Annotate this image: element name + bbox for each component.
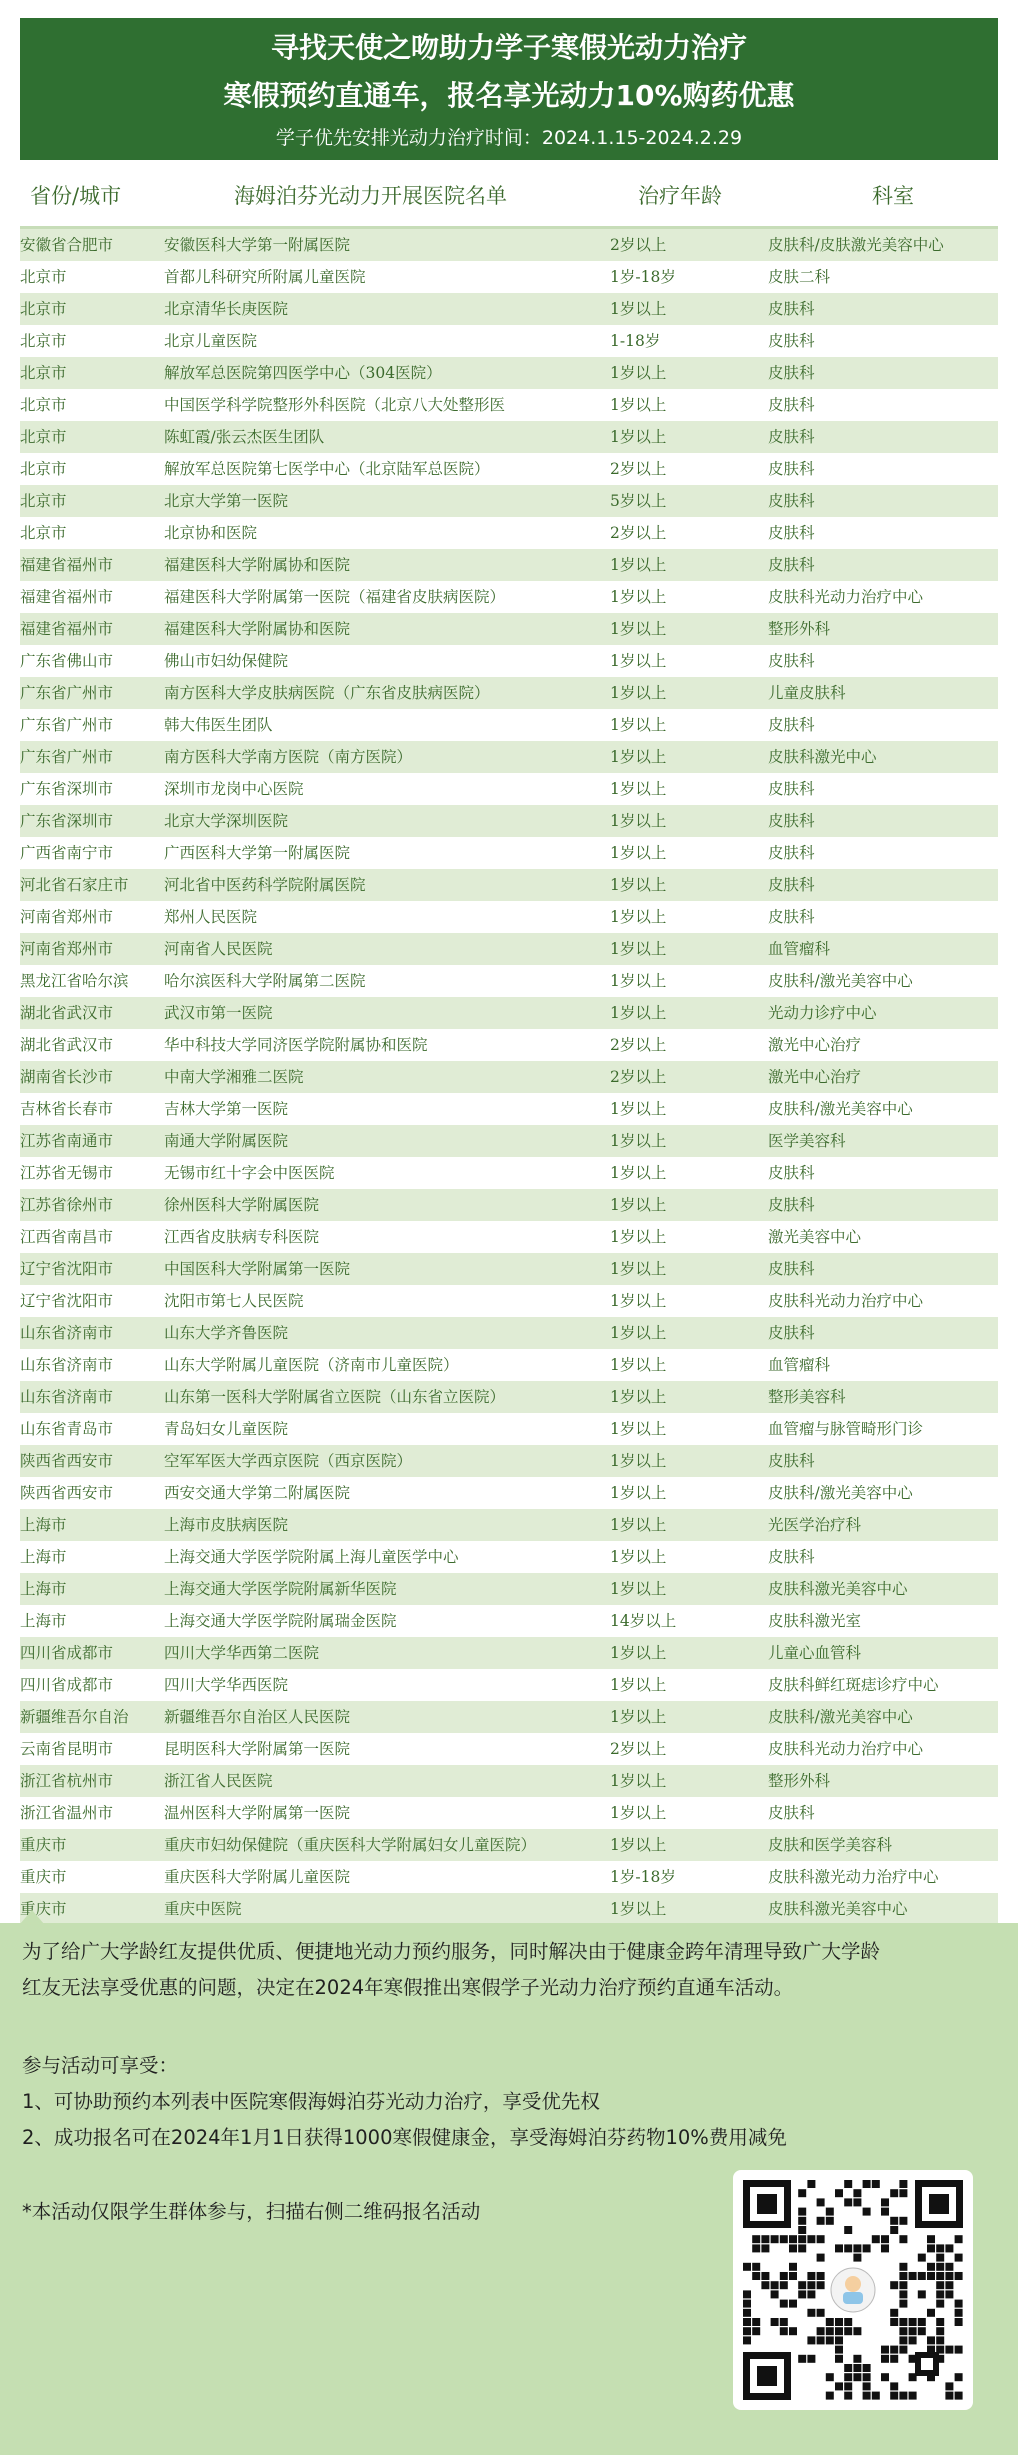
cell-hospital: 华中科技大学同济医学院附属协和医院 [164,1036,428,1054]
table-row [20,869,998,901]
cell-department: 皮肤科激光动力治疗中心 [768,1868,939,1886]
cell-department: 整形外科 [768,1772,831,1790]
cell-hospital: 南方医科大学南方医院（南方医院） [164,748,413,766]
table-row [20,421,998,453]
cell-age: 1岁以上 [610,1548,667,1566]
cell-province: 浙江省温州市 [20,1804,114,1822]
cell-province: 江苏省徐州市 [20,1196,114,1214]
title-line-1: 寻找天使之吻助力学子寒假光动力治疗 [270,31,747,64]
cell-province: 北京市 [20,396,67,414]
cell-department: 皮肤科 [768,1324,815,1342]
table-row [20,1541,998,1573]
title-line-2: 寒假预约直通车，报名享光动力10%购药优惠 [223,79,795,112]
table-row [20,1765,998,1797]
table-row [20,1349,998,1381]
table-row [20,1509,998,1541]
cell-hospital: 上海市皮肤病医院 [164,1516,289,1534]
cell-province: 福建省福州市 [20,620,114,638]
cell-department: 皮肤科 [768,396,815,414]
cell-department: 皮肤科 [768,1548,815,1566]
cell-hospital: 山东大学齐鲁医院 [164,1324,289,1342]
cell-department: 皮肤科光动力治疗中心 [768,1292,924,1310]
cell-province: 北京市 [20,492,67,510]
cell-province: 四川省成都市 [20,1676,114,1694]
subtitle: 学子优先安排光动力治疗时间：2024.1.15-2024.2.29 [275,127,743,149]
cell-department: 整形美容科 [768,1388,846,1406]
table-row [20,1477,998,1509]
cell-province: 湖北省武汉市 [20,1004,114,1022]
header-banner [20,18,998,160]
cell-hospital: 上海交通大学医学院附属上海儿童医学中心 [164,1548,459,1566]
table-row [20,613,998,645]
cell-province: 北京市 [20,428,67,446]
cell-age: 1岁以上 [610,876,667,894]
cell-province: 广东省广州市 [20,748,114,766]
cell-age: 1岁以上 [610,652,667,670]
cell-hospital: 西安交通大学第二附属医院 [164,1484,351,1502]
cell-province: 江西省南昌市 [20,1228,114,1246]
cell-department: 儿童皮肤科 [768,684,846,702]
cell-age: 1岁以上 [610,908,667,926]
cell-hospital: 无锡市红十字会中医医院 [164,1164,335,1182]
table-row [20,805,998,837]
cell-province: 重庆市 [20,1900,67,1918]
cell-department: 皮肤科 [768,844,815,862]
cell-department: 皮肤科 [768,1804,815,1822]
table-row [20,1445,998,1477]
cell-province: 辽宁省沈阳市 [20,1260,114,1278]
cell-department: 皮肤科 [768,1260,815,1278]
header-department: 科室 [872,184,914,208]
table-row [20,1221,998,1253]
cell-department: 皮肤科 [768,1196,815,1214]
cell-hospital: 福建医科大学附属第一医院（福建省皮肤病医院） [164,588,506,606]
cell-province: 四川省成都市 [20,1644,114,1662]
table-row [20,1189,998,1221]
table-row [20,1733,998,1765]
table-row [20,453,998,485]
cell-province: 新疆维吾尔自治 [20,1708,129,1726]
table-row [20,549,998,581]
cell-hospital: 解放军总医院第四医学中心（304医院） [164,364,442,382]
cell-age: 1岁以上 [610,684,667,702]
cell-age: 1岁以上 [610,1260,667,1278]
table-row [20,901,998,933]
cell-hospital: 北京清华长庚医院 [164,300,289,318]
cell-age: 2岁以上 [610,1740,667,1758]
table-row [20,261,998,293]
cell-province: 福建省福州市 [20,588,114,606]
table-row [20,709,998,741]
cell-hospital: 温州医科大学附属第一医院 [164,1804,351,1822]
table-row [20,677,998,709]
cell-department: 光动力诊疗中心 [768,1004,877,1022]
cell-department: 皮肤科/激光美容中心 [768,972,913,990]
cell-department: 皮肤科 [768,780,815,798]
cell-age: 1岁以上 [610,1164,667,1182]
cell-department: 皮肤科 [768,300,815,318]
cell-province: 安徽省合肥市 [20,236,114,254]
cell-hospital: 重庆医科大学附属儿童医院 [164,1868,351,1886]
table-row [20,837,998,869]
cell-department: 皮肤科激光中心 [768,748,877,766]
cell-department: 儿童心血管科 [768,1644,862,1662]
cell-department: 激光美容中心 [768,1228,862,1246]
cell-age: 1岁以上 [610,1228,667,1246]
table-row [20,1701,998,1733]
cell-department: 皮肤科/激光美容中心 [768,1708,913,1726]
cell-province: 广西省南宁市 [20,844,114,862]
cell-department: 光医学治疗科 [768,1516,862,1534]
cell-age: 2岁以上 [610,1036,667,1054]
cell-hospital: 哈尔滨医科大学附属第二医院 [164,972,366,990]
cell-department: 激光中心治疗 [768,1036,862,1054]
hospital-table [20,229,998,1925]
benefits-title: 参与活动可享受： [22,2054,179,2077]
table-row [20,965,998,997]
cell-province: 浙江省杭州市 [20,1772,114,1790]
cell-department: 皮肤科激光美容中心 [768,1580,908,1598]
cell-department: 皮肤科 [768,908,815,926]
cell-age: 1岁以上 [610,1516,667,1534]
cell-department: 皮肤科 [768,1164,815,1182]
table-row [20,1573,998,1605]
table-row [20,325,998,357]
cell-province: 北京市 [20,268,67,286]
cell-hospital: 江西省皮肤病专科医院 [164,1228,320,1246]
cell-age: 1岁-18岁 [610,1868,676,1886]
cell-department: 皮肤科 [768,556,815,574]
cell-province: 黑龙江省哈尔滨 [20,972,129,990]
cell-age: 1岁以上 [610,556,667,574]
cell-hospital: 解放军总医院第七医学中心（北京陆军总医院） [164,460,490,478]
cell-age: 1岁以上 [610,364,667,382]
cell-hospital: 广西医科大学第一附属医院 [164,844,351,862]
table-row [20,1253,998,1285]
cell-department: 皮肤科光动力治疗中心 [768,588,924,606]
cell-province: 云南省昆明市 [20,1740,114,1758]
cell-age: 1岁以上 [610,844,667,862]
table-row [20,741,998,773]
table-row [20,1893,998,1925]
cell-province: 山东省济南市 [20,1356,114,1374]
cell-hospital: 重庆市妇幼保健院（重庆医科大学附属妇女儿童医院） [164,1836,537,1854]
cell-department: 医学美容科 [768,1132,846,1150]
qr-code-icon [733,2170,973,2410]
cell-hospital: 首都儿科研究所附属儿童医院 [164,268,366,286]
table-row [20,1669,998,1701]
cell-hospital: 河南省人民医院 [164,940,273,958]
cell-age: 2岁以上 [610,1068,667,1086]
cell-age: 1岁以上 [610,1676,667,1694]
cell-province: 上海市 [20,1548,67,1566]
cell-age: 1岁以上 [610,1420,667,1438]
cell-age: 1岁以上 [610,780,667,798]
cell-hospital: 韩大伟医生团队 [164,716,273,734]
header-province: 省份/城市 [30,184,122,208]
cell-hospital: 中国医科大学附属第一医院 [164,1260,351,1278]
cell-province: 北京市 [20,460,67,478]
cell-department: 皮肤科光动力治疗中心 [768,1740,924,1758]
cell-age: 2岁以上 [610,460,667,478]
cell-hospital: 中南大学湘雅二医院 [164,1068,304,1086]
cell-department: 皮肤科 [768,812,815,830]
cell-province: 吉林省长春市 [20,1100,114,1118]
cell-hospital: 上海交通大学医学院附属新华医院 [164,1580,397,1598]
cell-hospital: 上海交通大学医学院附属瑞金医院 [164,1612,397,1630]
cell-department: 皮肤科激光美容中心 [768,1900,908,1918]
table-row [20,1061,998,1093]
intro-line-1: 为了给广大学龄红友提供优质、便捷地光动力预约服务，同时解决由于健康金跨年清理导致广大学龄 [22,1940,881,1963]
cell-department: 皮肤科 [768,1452,815,1470]
cell-province: 北京市 [20,364,67,382]
table-row [20,773,998,805]
cell-age: 1岁以上 [610,620,667,638]
cell-age: 1岁以上 [610,1836,667,1854]
table-row [20,581,998,613]
cell-province: 广东省广州市 [20,716,114,734]
cell-hospital: 沈阳市第七人民医院 [164,1292,304,1310]
cell-hospital: 深圳市龙岗中心医院 [164,780,304,798]
cell-province: 河南省郑州市 [20,908,114,926]
signup-note: *本活动仅限学生群体参与，扫描右侧二维码报名活动 [22,2200,481,2223]
cell-department: 皮肤科/皮肤激光美容中心 [768,236,944,254]
cell-province: 江苏省无锡市 [20,1164,114,1182]
cell-province: 广东省佛山市 [20,652,114,670]
cell-hospital: 四川大学华西第二医院 [164,1644,320,1662]
cell-hospital: 北京儿童医院 [164,332,258,350]
cell-department: 整形外科 [768,620,831,638]
cell-hospital: 重庆中医院 [164,1900,242,1918]
cell-department: 皮肤科 [768,876,815,894]
cell-age: 1岁以上 [610,748,667,766]
cell-hospital: 佛山市妇幼保健院 [164,652,289,670]
cell-age: 1岁以上 [610,1004,667,1022]
cell-province: 重庆市 [20,1836,67,1854]
cell-hospital: 吉林大学第一医院 [164,1100,289,1118]
cell-hospital: 北京大学深圳医院 [164,812,289,830]
cell-department: 皮肤科激光室 [768,1612,862,1630]
cell-age: 1岁以上 [610,940,667,958]
cell-age: 1岁以上 [610,1196,667,1214]
cell-age: 2岁以上 [610,524,667,542]
cell-department: 皮肤科 [768,428,815,446]
table-row [20,357,998,389]
cell-age: 1岁以上 [610,588,667,606]
table-row [20,1605,998,1637]
header-hospital: 海姆泊芬光动力开展医院名单 [234,184,507,208]
cell-hospital: 山东第一医科大学附属省立医院（山东省立医院） [164,1388,506,1406]
cell-province: 山东省济南市 [20,1388,114,1406]
cell-province: 上海市 [20,1516,67,1534]
cell-hospital: 福建医科大学附属协和医院 [164,620,351,638]
qr-code[interactable] [733,2170,973,2410]
table-row [20,1317,998,1349]
cell-hospital: 新疆维吾尔自治区人民医院 [164,1708,351,1726]
table-row [20,293,998,325]
cell-age: 1岁以上 [610,1644,667,1662]
cell-hospital: 南通大学附属医院 [164,1132,289,1150]
cell-department: 激光中心治疗 [768,1068,862,1086]
cell-department: 皮肤科鲜红斑痣诊疗中心 [768,1676,939,1694]
cell-province: 北京市 [20,332,67,350]
header-age: 治疗年龄 [638,184,722,208]
cell-hospital: 昆明医科大学附属第一医院 [164,1740,351,1758]
cell-hospital: 浙江省人民医院 [164,1772,273,1790]
cell-hospital: 河北省中医药科学院附属医院 [164,876,366,894]
cell-age: 1岁以上 [610,1452,667,1470]
cell-hospital: 南方医科大学皮肤病医院（广东省皮肤病医院） [164,684,490,702]
table-row [20,997,998,1029]
table-row [20,389,998,421]
cell-hospital: 郑州人民医院 [164,908,258,926]
cell-department: 血管瘤科 [768,1356,831,1374]
table-row [20,1125,998,1157]
cell-hospital: 武汉市第一医院 [164,1004,273,1022]
cell-age: 1岁以上 [610,1356,667,1374]
cell-province: 广东省深圳市 [20,780,114,798]
table-row [20,1413,998,1445]
cell-age: 1岁以上 [610,428,667,446]
cell-department: 皮肤科/激光美容中心 [768,1100,913,1118]
cell-age: 1岁以上 [610,716,667,734]
cell-age: 1岁以上 [610,396,667,414]
table-row [20,517,998,549]
cell-age: 1岁以上 [610,300,667,318]
cell-province: 湖北省武汉市 [20,1036,114,1054]
table-row [20,645,998,677]
cell-province: 北京市 [20,524,67,542]
cell-age: 1岁以上 [610,1772,667,1790]
cell-age: 1岁以上 [610,1324,667,1342]
cell-age: 1岁以上 [610,1388,667,1406]
cell-hospital: 四川大学华西医院 [164,1676,289,1694]
table-row [20,1093,998,1125]
cell-department: 血管瘤科 [768,940,831,958]
cell-department: 皮肤科 [768,364,815,382]
cell-age: 1岁以上 [610,812,667,830]
table-row [20,1157,998,1189]
table-row [20,1285,998,1317]
cell-province: 广东省广州市 [20,684,114,702]
table-row [20,1637,998,1669]
cell-province: 河北省石家庄市 [20,876,129,894]
cell-hospital: 山东大学附属儿童医院（济南市儿童医院） [164,1356,459,1374]
cell-department: 血管瘤与脉管畸形门诊 [768,1420,924,1438]
benefit-1: 1、可协助预约本列表中医院寒假海姆泊芬光动力治疗，享受优先权 [22,2090,600,2113]
cell-age: 5岁以上 [610,492,667,510]
intro-line-2: 红友无法享受优惠的问题，决定在2024年寒假推出寒假学子光动力治疗预约直通车活动。 [22,1976,794,1999]
cell-hospital: 中国医学科学院整形外科医院（北京八大处整形医 [164,396,506,414]
cell-province: 上海市 [20,1580,67,1598]
cell-age: 1岁以上 [610,1292,667,1310]
cell-province: 陕西省西安市 [20,1452,114,1470]
cell-hospital: 北京大学第一医院 [164,492,289,510]
cell-age: 1岁以上 [610,1100,667,1118]
footer-notch [20,1910,44,1924]
cell-province: 河南省郑州市 [20,940,114,958]
table-row [20,485,998,517]
cell-province: 广东省深圳市 [20,812,114,830]
cell-hospital: 青岛妇女儿童医院 [164,1420,289,1438]
table-row [20,1797,998,1829]
cell-province: 陕西省西安市 [20,1484,114,1502]
cell-province: 北京市 [20,300,67,318]
table-row [20,1029,998,1061]
cell-age: 1岁以上 [610,1804,667,1822]
cell-province: 辽宁省沈阳市 [20,1292,114,1310]
cell-province: 福建省福州市 [20,556,114,574]
cell-age: 1岁以上 [610,1580,667,1598]
cell-age: 1岁以上 [610,1484,667,1502]
cell-age: 1岁以上 [610,1708,667,1726]
table-header [20,166,998,230]
cell-age: 1-18岁 [610,332,661,350]
cell-age: 14岁以上 [610,1612,677,1630]
cell-hospital: 北京协和医院 [164,524,258,542]
cell-hospital: 安徽医科大学第一附属医院 [164,236,351,254]
cell-age: 1岁以上 [610,972,667,990]
cell-department: 皮肤和医学美容科 [768,1836,893,1854]
cell-department: 皮肤二科 [768,268,831,286]
cell-age: 2岁以上 [610,236,667,254]
table-row [20,1861,998,1893]
cell-province: 上海市 [20,1612,67,1630]
table-row [20,933,998,965]
cell-age: 1岁-18岁 [610,268,676,286]
cell-age: 1岁以上 [610,1132,667,1150]
cell-department: 皮肤科 [768,716,815,734]
cell-hospital: 徐州医科大学附属医院 [164,1196,320,1214]
cell-department: 皮肤科 [768,332,815,350]
table-row [20,1381,998,1413]
cell-hospital: 陈虹霞/张云杰医生团队 [164,428,325,446]
cell-department: 皮肤科 [768,524,815,542]
cell-age: 1岁以上 [610,1900,667,1918]
cell-province: 湖南省长沙市 [20,1068,114,1086]
cell-province: 重庆市 [20,1868,67,1886]
cell-department: 皮肤科 [768,652,815,670]
cell-province: 山东省济南市 [20,1324,114,1342]
cell-hospital: 福建医科大学附属协和医院 [164,556,351,574]
cell-province: 江苏省南通市 [20,1132,114,1150]
cell-department: 皮肤科 [768,492,815,510]
cell-province: 山东省青岛市 [20,1420,114,1438]
cell-hospital: 空军军医大学西京医院（西京医院） [164,1452,413,1470]
cell-department: 皮肤科 [768,460,815,478]
table-row [20,1829,998,1861]
table-row [20,229,998,261]
benefit-2: 2、成功报名可在2024年1月1日获得1000寒假健康金，享受海姆泊芬药物10%费用减免 [22,2126,787,2149]
cell-department: 皮肤科/激光美容中心 [768,1484,913,1502]
